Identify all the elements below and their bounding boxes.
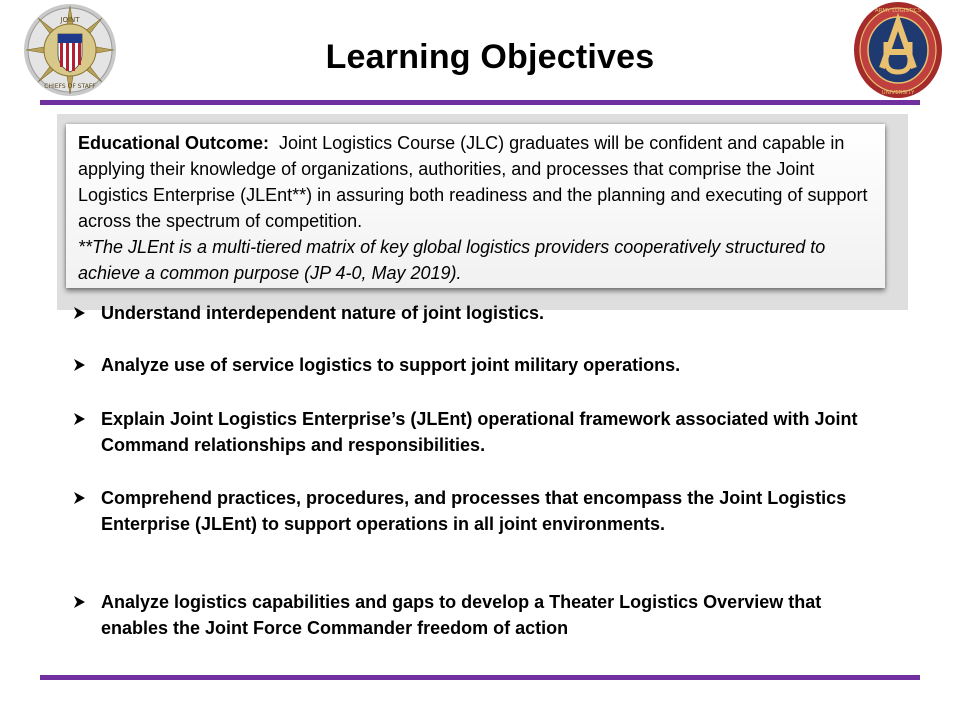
- objective-text: Explain Joint Logistics Enterprise’s (JLEnt) operational framework associated with Joint Command relationships and responsibilities.: [101, 409, 858, 455]
- top-divider: [40, 100, 920, 105]
- objective-item: [72, 406, 872, 458]
- arrow-bullet-icon: [72, 300, 88, 326]
- objective-text: Analyze logistics capabilities and gaps to develop a Theater Logistics Overview that enables the Joint Force Commander freedom of action: [101, 592, 822, 638]
- arrow-bullet-icon: [72, 485, 88, 511]
- objective-item: [72, 485, 872, 537]
- seal-lettering: JOINT: [60, 16, 80, 24]
- outcome-text: Joint Logistics Course (JLC) graduates will be confident and capable in applying their knowledge of organizations, authorities, and processes that comprise the Joint Logistics Enterprise (JLEnt**) in assuring both readiness and the planning and executing of support across the spectrum of competition.: [78, 133, 868, 231]
- arrow-bullet-icon: [72, 406, 88, 432]
- outcome-paragraph: [78, 130, 875, 234]
- svg-text:CHIEFS OF STAFF: CHIEFS OF STAFF: [44, 83, 96, 90]
- educational-outcome-box: [66, 124, 885, 288]
- objective-item: [72, 589, 872, 641]
- objective-text: Comprehend practices, procedures, and processes that encompass the Joint Logistics Enterprise (JLEnt) to support operations in all joint environments.: [101, 488, 847, 534]
- objective-text: Understand interdependent nature of joint logistics.: [101, 303, 545, 323]
- slide-title: Learning Objectives: [325, 38, 655, 76]
- objective-item: [72, 300, 872, 326]
- outcome-footnote: **The JLEnt is a multi-tiered matrix of key global logistics providers cooperatively structured to achieve a common purpose (JP 4-0, May 2019).: [78, 237, 826, 283]
- bottom-divider: [40, 675, 920, 680]
- svg-text:ARMY LOGISTICS: ARMY LOGISTICS: [874, 8, 922, 14]
- arrow-bullet-icon: [72, 352, 88, 378]
- objective-item: [72, 352, 872, 378]
- svg-text:UNIVERSITY: UNIVERSITY: [881, 90, 915, 96]
- outcome-label: Educational Outcome:: [78, 133, 270, 153]
- arrow-bullet-icon: [72, 589, 88, 615]
- objective-text: Analyze use of service logistics to support joint military operations.: [101, 355, 681, 375]
